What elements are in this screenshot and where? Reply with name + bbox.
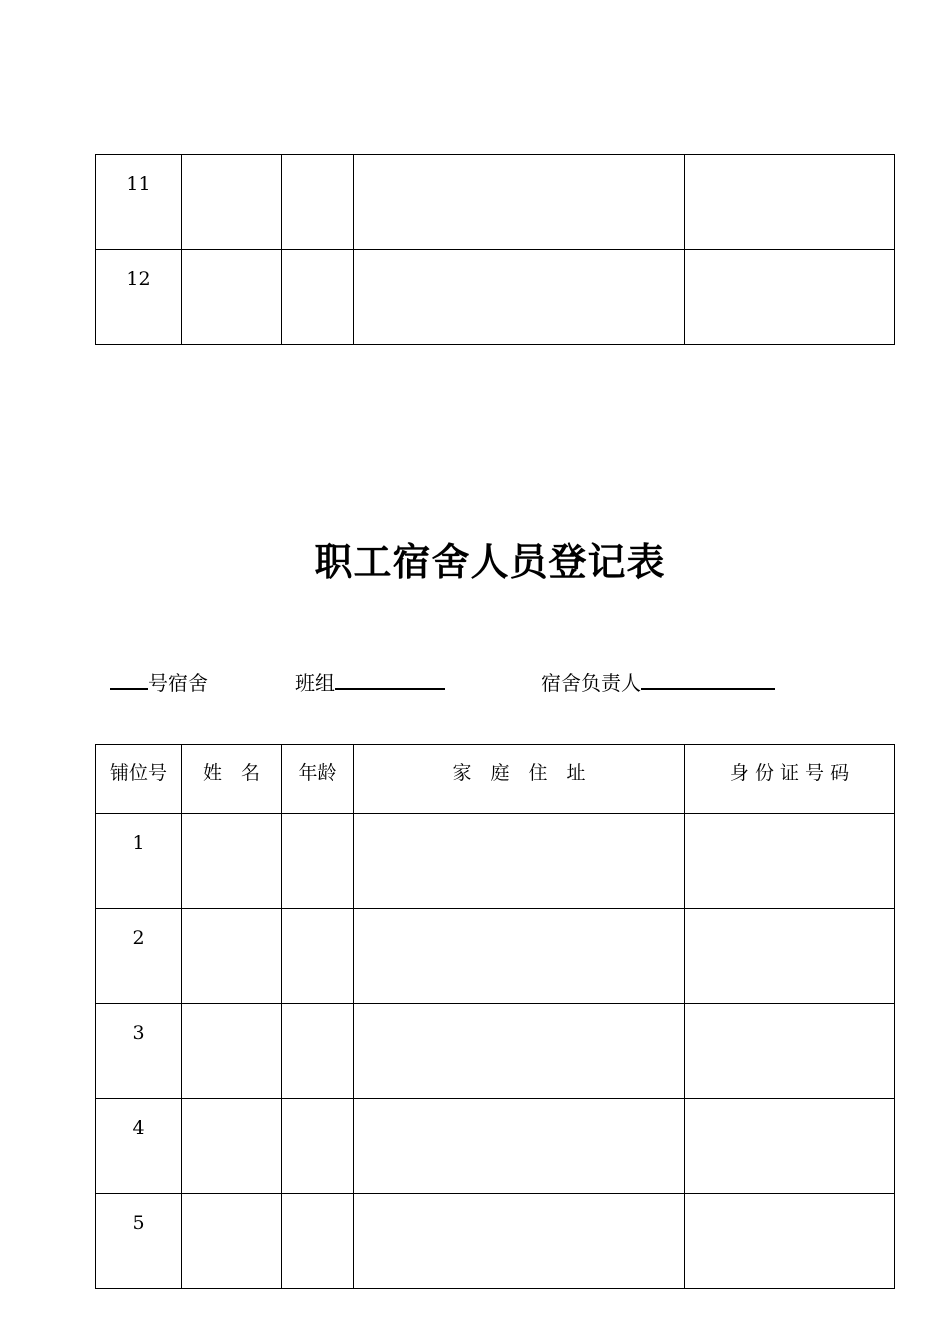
- address-cell[interactable]: [354, 1194, 685, 1289]
- address-cell[interactable]: [354, 155, 685, 250]
- table-header-row: [96, 745, 895, 814]
- team-blank[interactable]: [335, 668, 445, 690]
- manager-field[interactable]: [541, 668, 775, 696]
- bed-number-cell: 1: [96, 814, 182, 909]
- name-cell[interactable]: [182, 909, 282, 1004]
- id-number-cell[interactable]: [685, 155, 895, 250]
- team-label: 班组: [295, 671, 335, 695]
- bed-number-cell: 12: [96, 250, 182, 345]
- name-cell[interactable]: [182, 814, 282, 909]
- address-cell[interactable]: [354, 1004, 685, 1099]
- table-row: [96, 1194, 895, 1289]
- header-name: 姓 名: [182, 745, 282, 814]
- address-cell[interactable]: [354, 250, 685, 345]
- address-cell[interactable]: [354, 1099, 685, 1194]
- id-number-cell[interactable]: [685, 1099, 895, 1194]
- manager-blank[interactable]: [641, 668, 775, 690]
- table-row: [96, 1004, 895, 1099]
- id-number-cell[interactable]: [685, 814, 895, 909]
- table-row: [96, 1099, 895, 1194]
- header-address: 家 庭 住 址: [354, 745, 685, 814]
- age-cell[interactable]: [282, 909, 354, 1004]
- table-row: [96, 250, 895, 345]
- table-row: [96, 814, 895, 909]
- bed-number-cell: 3: [96, 1004, 182, 1099]
- dorm-number-field[interactable]: [110, 668, 208, 696]
- address-cell[interactable]: [354, 814, 685, 909]
- address-cell[interactable]: [354, 909, 685, 1004]
- registration-table-continued: [95, 154, 895, 345]
- age-cell[interactable]: [282, 1099, 354, 1194]
- age-cell[interactable]: [282, 1004, 354, 1099]
- age-cell[interactable]: [282, 814, 354, 909]
- registration-table: [95, 744, 895, 1289]
- age-cell[interactable]: [282, 250, 354, 345]
- page-title: 职工宿舍人员登记表: [314, 539, 666, 584]
- team-field[interactable]: [295, 668, 445, 696]
- name-cell[interactable]: [182, 1099, 282, 1194]
- header-age: 年龄: [282, 745, 354, 814]
- header-id-number: 身 份 证 号 码: [685, 745, 895, 814]
- name-cell[interactable]: [182, 1004, 282, 1099]
- bed-number-cell: 2: [96, 909, 182, 1004]
- dorm-suffix-label: 号宿舍: [148, 671, 208, 695]
- bed-number-cell: 4: [96, 1099, 182, 1194]
- table-row: [96, 909, 895, 1004]
- id-number-cell[interactable]: [685, 1194, 895, 1289]
- table-row: [96, 155, 895, 250]
- id-number-cell[interactable]: [685, 250, 895, 345]
- name-cell[interactable]: [182, 155, 282, 250]
- name-cell[interactable]: [182, 250, 282, 345]
- header-bed-number: 铺位号: [96, 745, 182, 814]
- age-cell[interactable]: [282, 155, 354, 250]
- bed-number-cell: 11: [96, 155, 182, 250]
- dorm-number-blank[interactable]: [110, 668, 148, 690]
- id-number-cell[interactable]: [685, 909, 895, 1004]
- id-number-cell[interactable]: [685, 1004, 895, 1099]
- manager-label: 宿舍负责人: [541, 671, 641, 695]
- name-cell[interactable]: [182, 1194, 282, 1289]
- bed-number-cell: 5: [96, 1194, 182, 1289]
- age-cell[interactable]: [282, 1194, 354, 1289]
